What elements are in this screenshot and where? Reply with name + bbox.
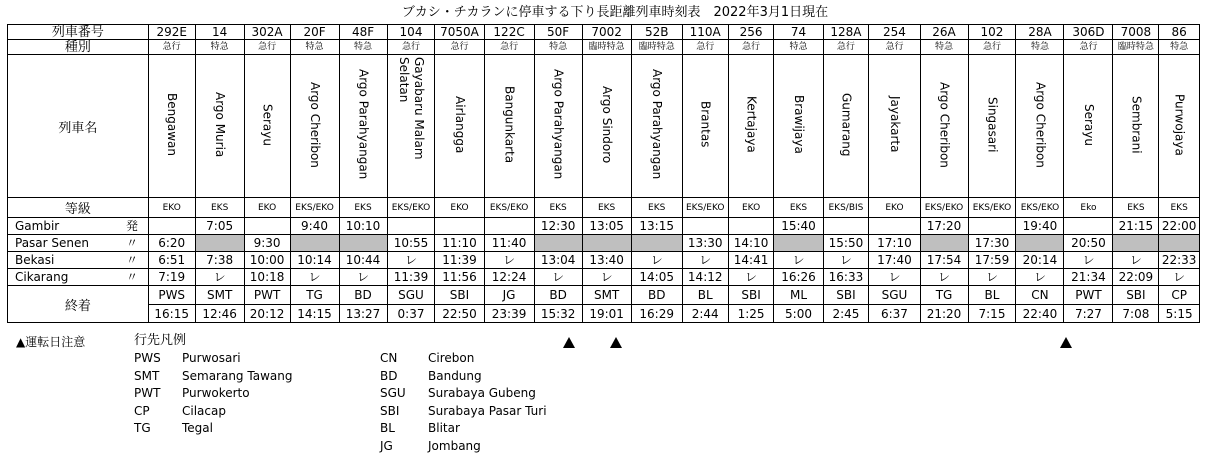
train-name: Bengawan	[165, 93, 180, 156]
train-type: 特急	[195, 40, 244, 55]
train-grade: EKO	[148, 198, 195, 218]
arrival-time: 7:15	[968, 305, 1016, 323]
train-type-header: 種別	[8, 40, 149, 55]
train-name: Brantas	[698, 101, 713, 148]
departure-time: 11:39	[387, 269, 435, 286]
departure-time: 6:51	[148, 252, 195, 269]
departure-time: 11:40	[484, 235, 534, 252]
train-name-cell	[484, 55, 534, 198]
arrival-time: 12:46	[195, 305, 244, 323]
train-name-cell	[435, 55, 484, 198]
destination-legend-title: 行先凡例	[134, 333, 187, 348]
departure-time: 13:04	[534, 252, 582, 269]
departure-time: 17:54	[920, 252, 968, 269]
train-name-cell	[195, 55, 244, 198]
train-name-cell	[244, 55, 290, 198]
train-name: Purwojaya	[1172, 93, 1187, 156]
legend-code: SBI	[380, 403, 400, 418]
legend-name: Purwokerto	[182, 386, 250, 401]
train-type: 特急	[339, 40, 387, 55]
departure-time: レ	[290, 269, 339, 286]
train-grade: EKO	[244, 198, 290, 218]
train-name-row	[8, 55, 1200, 198]
train-type: 急行	[435, 40, 484, 55]
train-name-cell	[290, 55, 339, 198]
train-grade: EKS/EKO	[290, 198, 339, 218]
legend-name: Bandung	[428, 368, 482, 383]
legend-name: Tegal	[182, 421, 213, 436]
destination-code: BL	[968, 286, 1016, 305]
departure-time	[484, 218, 534, 235]
train-number: 7008	[1113, 25, 1159, 40]
train-grade: EKS	[582, 198, 631, 218]
destination-code: BL	[682, 286, 728, 305]
station-mark: 〃	[116, 252, 148, 269]
train-type: 急行	[869, 40, 920, 55]
departure-time: 20:50	[1064, 235, 1113, 252]
legend-name: Blitar	[428, 421, 460, 436]
arrival-time: 5:00	[774, 305, 823, 323]
departure-time	[195, 235, 244, 252]
legend-code: BD	[380, 368, 398, 383]
train-name-cell	[774, 55, 823, 198]
train-type: 特急	[534, 40, 582, 55]
departure-time: 7:05	[195, 218, 244, 235]
train-type: 特急	[774, 40, 823, 55]
train-type: 臨時特急	[1113, 40, 1159, 55]
destination-code: PWT	[1064, 286, 1113, 305]
train-number: 122C	[484, 25, 534, 40]
train-type: 急行	[728, 40, 774, 55]
legend-code: CN	[380, 351, 398, 365]
departure-time: 10:10	[339, 218, 387, 235]
destination-code: ML	[774, 286, 823, 305]
train-number: 7050A	[435, 25, 484, 40]
legend-name: Purwosari	[182, 351, 241, 365]
departure-time: 10:44	[339, 252, 387, 269]
train-name-header: 列車名	[8, 55, 149, 198]
departure-time: レ	[339, 269, 387, 286]
arrival-time: 16:29	[631, 305, 682, 323]
train-number: 110A	[682, 25, 728, 40]
train-name-cell	[1016, 55, 1064, 198]
departure-time: 17:40	[869, 252, 920, 269]
train-name: Jayakarta	[887, 96, 902, 153]
train-grade: EKS/EKO	[968, 198, 1016, 218]
departure-time: 6:20	[148, 235, 195, 252]
departure-time: レ	[1113, 252, 1159, 269]
train-grade: EKS	[1159, 198, 1200, 218]
train-type-row	[8, 40, 1200, 55]
destination-code: TG	[920, 286, 968, 305]
train-name: Airlangga	[453, 95, 467, 154]
train-type: 臨時特急	[582, 40, 631, 55]
departure-time: レ	[682, 252, 728, 269]
destination-code: SGU	[869, 286, 920, 305]
arrival-time: 1:25	[728, 305, 774, 323]
train-number: 254	[869, 25, 920, 40]
train-name-cell	[631, 55, 682, 198]
train-name: Argo Cheribon	[937, 81, 952, 168]
train-name: Singasari	[985, 96, 1000, 153]
destination-code: SBI	[823, 286, 869, 305]
departure-time	[774, 235, 823, 252]
train-number-header: 列車番号	[8, 25, 149, 40]
departure-time: 15:40	[774, 218, 823, 235]
train-type: 急行	[484, 40, 534, 55]
train-name-cell	[1113, 55, 1159, 198]
note-triangle-icon	[610, 337, 622, 348]
departure-time: 12:30	[534, 218, 582, 235]
train-type: 特急	[920, 40, 968, 55]
destination-code: PWS	[148, 286, 195, 305]
departure-time	[534, 235, 582, 252]
departure-time: レ	[534, 269, 582, 286]
train-grade: EKS	[534, 198, 582, 218]
train-type: 急行	[387, 40, 435, 55]
departure-time: 13:40	[582, 252, 631, 269]
train-name-cell	[823, 55, 869, 198]
departure-time	[1113, 235, 1159, 252]
train-number: 74	[774, 25, 823, 40]
train-name-cell	[148, 55, 195, 198]
train-grade: EKS/BIS	[823, 198, 869, 218]
departure-time: 15:50	[823, 235, 869, 252]
station-mark: 〃	[116, 235, 148, 252]
departure-time: 10:18	[244, 269, 290, 286]
arrival-time: 23:39	[484, 305, 534, 323]
arrival-time: 22:50	[435, 305, 484, 323]
train-number: 50F	[534, 25, 582, 40]
departure-time: 7:19	[148, 269, 195, 286]
train-type: 急行	[682, 40, 728, 55]
train-number: 86	[1159, 25, 1200, 40]
train-number-row	[8, 25, 1200, 40]
departure-time: 16:26	[774, 269, 823, 286]
departure-time: 9:40	[290, 218, 339, 235]
arrival-time: 16:15	[148, 305, 195, 323]
destination-code: BD	[534, 286, 582, 305]
train-type: 急行	[148, 40, 195, 55]
departure-time: 14:12	[682, 269, 728, 286]
destination-code: CP	[1159, 286, 1200, 305]
train-grade: EKS/EKO	[682, 198, 728, 218]
train-type: 特急	[1016, 40, 1064, 55]
train-grade: Eko	[1064, 198, 1113, 218]
departure-time: レ	[631, 252, 682, 269]
legend-name: Jombang	[428, 439, 481, 453]
departure-time: レ	[823, 252, 869, 269]
arrival-time: 7:27	[1064, 305, 1113, 323]
train-number: 14	[195, 25, 244, 40]
arrival-row	[8, 305, 1200, 323]
departure-time	[387, 218, 435, 235]
arrival-time: 15:32	[534, 305, 582, 323]
departure-time: レ	[728, 269, 774, 286]
train-number: 48F	[339, 25, 387, 40]
departure-time: 14:41	[728, 252, 774, 269]
grade-header: 等級	[8, 198, 149, 218]
departure-time	[1064, 218, 1113, 235]
arrival-time: 2:44	[682, 305, 728, 323]
departure-time: 17:30	[968, 235, 1016, 252]
legend-code: SGU	[380, 386, 406, 401]
train-name: Gumarang	[839, 92, 854, 157]
station-name: Gambir	[8, 218, 117, 235]
legend-code: CP	[134, 403, 150, 418]
departure-time: 10:55	[387, 235, 435, 252]
train-number: 52B	[631, 25, 682, 40]
train-number: 306D	[1064, 25, 1113, 40]
departure-time	[148, 218, 195, 235]
departure-time: 16:33	[823, 269, 869, 286]
train-name-cell	[534, 55, 582, 198]
departure-time: 11:56	[435, 269, 484, 286]
train-name-cell	[728, 55, 774, 198]
station-row	[8, 218, 1200, 235]
legend-code: JG	[380, 439, 393, 453]
train-grade: EKS/EKO	[387, 198, 435, 218]
train-type: 急行	[968, 40, 1016, 55]
departure-time: 21:15	[1113, 218, 1159, 235]
legend-code: TG	[134, 421, 151, 436]
station-row	[8, 235, 1200, 252]
train-number: 20F	[290, 25, 339, 40]
station-row	[8, 252, 1200, 269]
train-name-cell	[869, 55, 920, 198]
grade-row	[8, 198, 1200, 218]
destination-code: TG	[290, 286, 339, 305]
departure-time: 17:59	[968, 252, 1016, 269]
train-grade: EKO	[869, 198, 920, 218]
station-name: Pasar Senen	[8, 235, 117, 252]
train-name: Argo Parahyangan	[551, 69, 566, 180]
station-mark: 〃	[116, 269, 148, 286]
departure-time: レ	[484, 252, 534, 269]
train-name-cell	[682, 55, 728, 198]
train-name-cell	[387, 55, 435, 198]
train-grade: EKS	[339, 198, 387, 218]
destination-code: SMT	[195, 286, 244, 305]
train-type: 急行	[244, 40, 290, 55]
legend-code: PWT	[134, 386, 161, 401]
arrival-time: 20:12	[244, 305, 290, 323]
departure-time	[582, 235, 631, 252]
departure-time: 11:10	[435, 235, 484, 252]
departure-time	[339, 235, 387, 252]
departure-time: 21:34	[1064, 269, 1113, 286]
train-grade: EKS/EKO	[484, 198, 534, 218]
train-number: 256	[728, 25, 774, 40]
train-name: Sembrani	[1129, 95, 1144, 154]
departure-time: 13:30	[682, 235, 728, 252]
train-name: Argo Parahyangan	[356, 69, 371, 180]
destination-code: SBI	[435, 286, 484, 305]
departure-time	[290, 235, 339, 252]
train-type: 特急	[290, 40, 339, 55]
station-name: Bekasi	[8, 252, 117, 269]
train-name-cell	[968, 55, 1016, 198]
departure-time	[1159, 235, 1200, 252]
departure-time	[435, 218, 484, 235]
arrival-time: 19:01	[582, 305, 631, 323]
train-grade: EKS	[631, 198, 682, 218]
destination-code: JG	[484, 286, 534, 305]
departure-time: レ	[869, 269, 920, 286]
legend-code: BL	[380, 421, 395, 436]
departure-time	[631, 235, 682, 252]
train-name: Serayu	[1081, 103, 1096, 146]
departure-time: 13:05	[582, 218, 631, 235]
departure-time: レ	[1016, 269, 1064, 286]
departure-time: 17:10	[869, 235, 920, 252]
departure-time: レ	[1159, 269, 1200, 286]
train-grade: EKS/EKO	[1016, 198, 1064, 218]
departure-time	[728, 218, 774, 235]
departure-time: 14:05	[631, 269, 682, 286]
departure-time: レ	[582, 269, 631, 286]
departure-time: 20:14	[1016, 252, 1064, 269]
departure-time: 11:39	[435, 252, 484, 269]
destination-row	[8, 286, 1200, 305]
train-name: Gayabaru Malam Selatan	[397, 56, 426, 160]
departure-time: 22:33	[1159, 252, 1200, 269]
destination-code: BD	[631, 286, 682, 305]
arrival-time: 2:45	[823, 305, 869, 323]
arrival-time: 5:15	[1159, 305, 1200, 323]
arrival-time: 13:27	[339, 305, 387, 323]
train-grade: EKO	[728, 198, 774, 218]
train-name: Argo Parahyangan	[650, 69, 665, 180]
departure-time	[823, 218, 869, 235]
departure-time: 10:00	[244, 252, 290, 269]
destination-code: SBI	[728, 286, 774, 305]
arrival-time: 6:37	[869, 305, 920, 323]
destination-code: BD	[339, 286, 387, 305]
arrival-time: 22:40	[1016, 305, 1064, 323]
destination-code: PWT	[244, 286, 290, 305]
train-type: 臨時特急	[631, 40, 682, 55]
departure-time: レ	[968, 269, 1016, 286]
train-type: 急行	[823, 40, 869, 55]
train-type: 特急	[1159, 40, 1200, 55]
departure-time	[869, 218, 920, 235]
departure-time: レ	[1064, 252, 1113, 269]
train-number: 104	[387, 25, 435, 40]
departure-time: 7:38	[195, 252, 244, 269]
legend-name: Cirebon	[428, 351, 475, 365]
train-name: Kertajaya	[744, 96, 759, 153]
destination-header: 終着	[8, 286, 149, 323]
note-triangle-icon	[1060, 337, 1072, 348]
train-type: 急行	[1064, 40, 1113, 55]
train-name-cell	[582, 55, 631, 198]
departure-time	[244, 218, 290, 235]
train-name-cell	[1159, 55, 1200, 198]
destination-code: SBI	[1113, 286, 1159, 305]
train-grade: EKS	[774, 198, 823, 218]
station-row	[8, 269, 1200, 286]
train-name: Serayu	[260, 103, 275, 146]
note-triangle-icon	[563, 337, 575, 348]
page-title: ブカシ・チカランに停車する下り長距離列車時刻表 2022年3月1日現在	[401, 5, 829, 20]
destination-code: SGU	[387, 286, 435, 305]
legend-name: Surabaya Pasar Turi	[428, 403, 547, 418]
departure-time: レ	[195, 269, 244, 286]
arrival-time: 7:08	[1113, 305, 1159, 323]
operating-day-note: ▲運転日注意	[16, 335, 86, 349]
train-grade: EKO	[435, 198, 484, 218]
train-grade: EKS/EKO	[920, 198, 968, 218]
departure-time: 12:24	[484, 269, 534, 286]
train-number: 302A	[244, 25, 290, 40]
train-number: 292E	[148, 25, 195, 40]
train-grade: EKS	[195, 198, 244, 218]
legend-name: Cilacap	[182, 403, 226, 418]
departure-time: 14:10	[728, 235, 774, 252]
departure-time: 17:20	[920, 218, 968, 235]
train-name-cell	[920, 55, 968, 198]
arrival-time: 0:37	[387, 305, 435, 323]
timetable	[7, 24, 1200, 323]
departure-time: 10:14	[290, 252, 339, 269]
departure-time: 19:40	[1016, 218, 1064, 235]
train-number: 128A	[823, 25, 869, 40]
station-mark: 発	[116, 218, 148, 235]
departure-time: 22:00	[1159, 218, 1200, 235]
train-number: 102	[968, 25, 1016, 40]
destination-code: SMT	[582, 286, 631, 305]
train-name: Argo Cheribon	[308, 81, 323, 168]
train-name-cell	[1064, 55, 1113, 198]
legend-code: PWS	[134, 351, 161, 365]
train-name: Brawijaya	[792, 95, 806, 154]
train-name-cell	[339, 55, 387, 198]
arrival-time: 21:20	[920, 305, 968, 323]
departure-time	[1016, 235, 1064, 252]
train-grade: EKS	[1113, 198, 1159, 218]
train-name: Bangunkarta	[502, 85, 517, 164]
train-number: 28A	[1016, 25, 1064, 40]
departure-time	[682, 218, 728, 235]
train-number: 26A	[920, 25, 968, 40]
departure-time	[920, 235, 968, 252]
train-name: Argo Cheribon	[1033, 81, 1048, 168]
station-name: Cikarang	[8, 269, 117, 286]
departure-time	[968, 218, 1016, 235]
departure-time: 9:30	[244, 235, 290, 252]
legend-code: SMT	[134, 368, 160, 383]
train-number: 7002	[582, 25, 631, 40]
departure-time: レ	[774, 252, 823, 269]
departure-time: 13:15	[631, 218, 682, 235]
train-name: Argo Sindoro	[600, 85, 615, 164]
arrival-time: 14:15	[290, 305, 339, 323]
departure-time: レ	[387, 252, 435, 269]
legend-name: Semarang Tawang	[182, 368, 293, 383]
departure-time: 22:09	[1113, 269, 1159, 286]
train-name: Argo Muria	[213, 91, 228, 158]
destination-code: CN	[1016, 286, 1064, 305]
departure-time: レ	[920, 269, 968, 286]
legend-name: Surabaya Gubeng	[428, 386, 536, 401]
